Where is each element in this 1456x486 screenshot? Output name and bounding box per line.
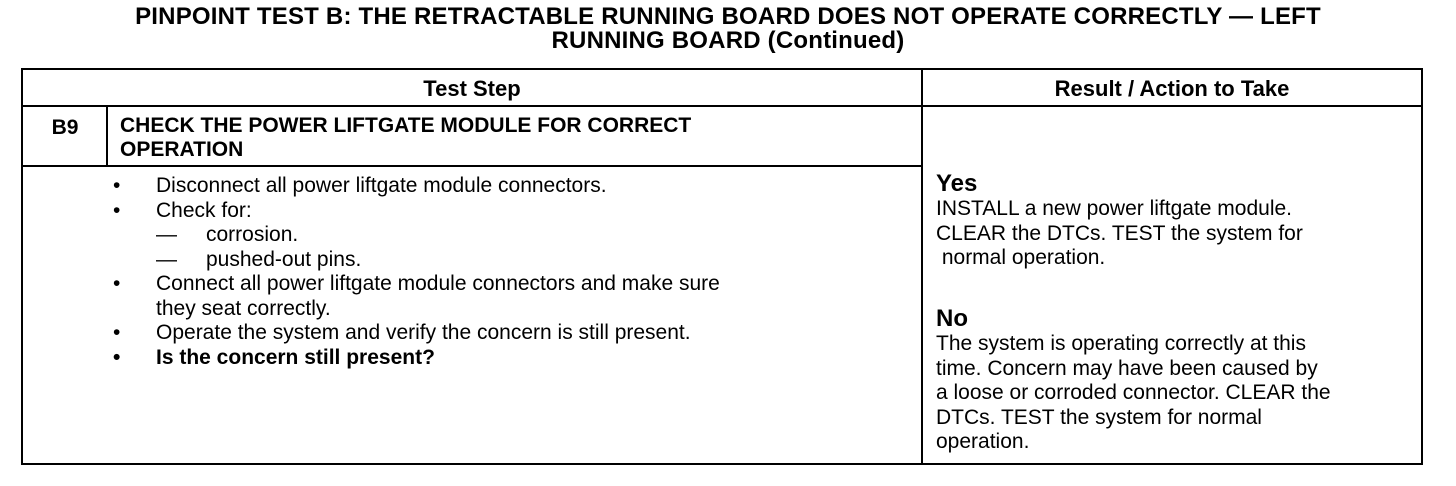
title-line-2: RUNNING BOARD (Continued)	[551, 27, 905, 54]
dash: —	[156, 247, 177, 271]
instruction-text: Is the concern still present?	[156, 345, 435, 369]
result-yes-heading: Yes	[936, 170, 978, 197]
bullet: •	[113, 198, 121, 222]
instruction-continuation	[113, 297, 913, 322]
step-title	[120, 114, 910, 162]
instruction-text: they seat correctly.	[156, 296, 331, 320]
result-yes-line: INSTALL a new power liftgate module.	[936, 197, 1293, 220]
step-title-line-2: OPERATION	[120, 138, 244, 161]
instruction-subitem	[113, 223, 913, 248]
header-test-step: Test Step	[423, 76, 521, 101]
step-row-divider	[23, 165, 921, 167]
result-no	[936, 306, 1426, 455]
instruction-text: corrosion.	[206, 223, 299, 246]
bullet: •	[113, 321, 121, 344]
result-no-line: time. Concern may have been caused by	[936, 356, 1318, 380]
header-result-action: Result / Action to Take	[1054, 76, 1290, 101]
bullet: •	[113, 272, 121, 295]
instruction-subitem	[113, 248, 913, 273]
result-no-line: The system is operating correctly at this	[936, 332, 1306, 355]
result-yes	[936, 171, 1426, 271]
instruction-item	[113, 199, 913, 224]
instruction-text: Check for:	[156, 198, 252, 222]
result-no-heading: No	[936, 305, 968, 332]
result-yes-line: CLEAR the DTCs. TEST the system for	[936, 221, 1303, 245]
instruction-text: pushed-out pins.	[206, 247, 362, 271]
step-title-line-1: CHECK THE POWER LIFTGATE MODULE FOR CORRECT	[120, 114, 692, 137]
instruction-list	[113, 174, 913, 370]
column-divider	[921, 70, 923, 463]
step-id: B9	[51, 116, 79, 139]
bullet: •	[113, 345, 121, 369]
instruction-item	[113, 272, 913, 297]
title-line-1: PINPOINT TEST B: THE RETRACTABLE RUNNING BOARD DOES NOT OPERATE CORRECTLY — LEFT	[135, 3, 1321, 30]
instruction-text: Connect all power liftgate module connectors and make sure	[156, 272, 720, 295]
result-no-line: DTCs. TEST the system for normal	[936, 405, 1262, 429]
pinpoint-test-table	[21, 68, 1423, 465]
dash: —	[156, 223, 177, 246]
instruction-item	[113, 174, 913, 199]
page-title	[0, 5, 1456, 53]
instruction-question	[113, 346, 913, 371]
instruction-item	[113, 321, 913, 346]
instruction-text: Operate the system and verify the concern is still present.	[156, 321, 691, 344]
bullet: •	[113, 174, 121, 197]
instruction-text: Disconnect all power liftgate module connectors.	[156, 174, 607, 197]
result-yes-line: normal operation.	[936, 246, 1106, 269]
result-no-line: operation.	[936, 430, 1030, 453]
result-no-line: a loose or corroded connector. CLEAR the	[936, 381, 1331, 404]
